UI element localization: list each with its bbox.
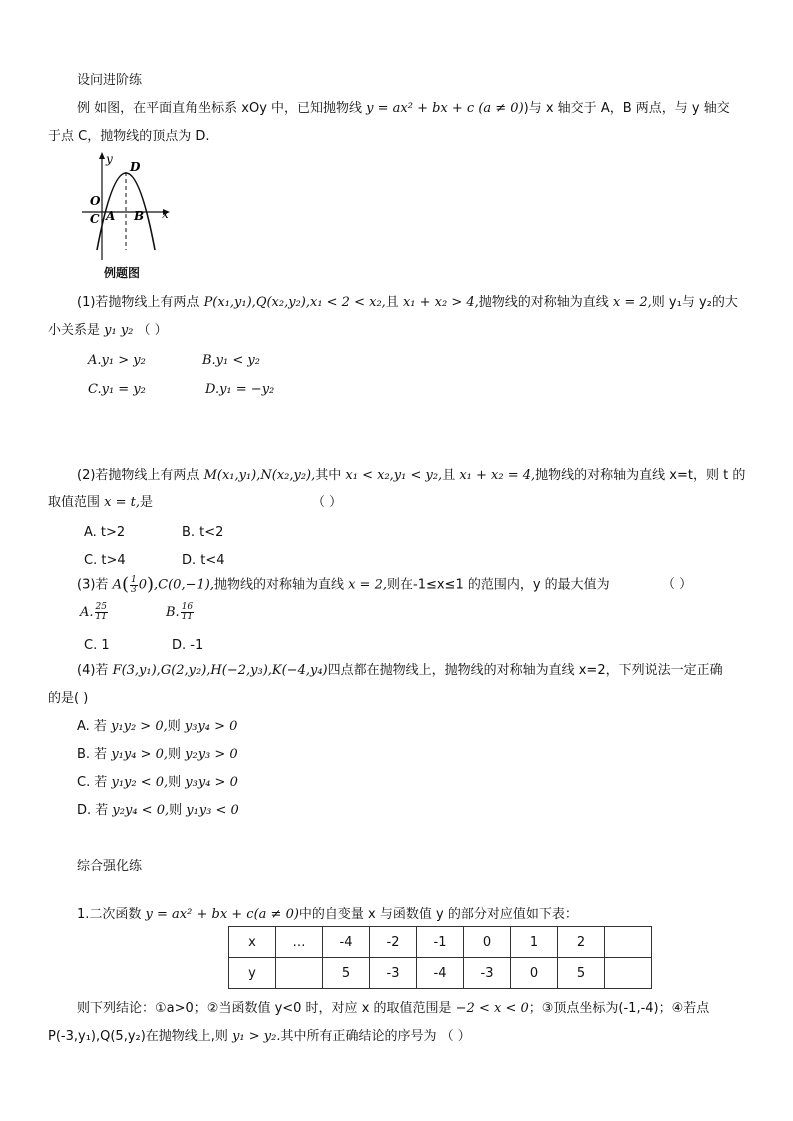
p1-text-a: 1.二次函数 [77, 907, 146, 922]
q1-formula-axis: x = 2, [612, 295, 652, 310]
example-line-2: 于点 C，抛物线的顶点为 D. [48, 129, 210, 144]
p1-formula-quadratic: y = ax² + bx + c(a ≠ 0) [145, 907, 299, 922]
q3-line-1: (3)若 A( $\frac{1}{3}$ 0),C(0,−1),抛物线的对称轴为直线 x = 2,则在-1≤x≤1 的范围内，y 的最大值为 [77, 574, 610, 595]
q1-line-2 [48, 322, 168, 340]
table-cell: 0 [464, 927, 511, 958]
q3-option-b: B. $\frac{16}{11}$ [166, 602, 194, 622]
table-cell [605, 927, 652, 958]
q2-text-a: (2)若抛物线上有两点 [77, 468, 204, 483]
q1-text-d: 则 y₁与 y₂的大 [651, 295, 738, 310]
figure-caption: 例题图 [104, 266, 141, 280]
q1-formula-compare: y₁ y₂ [104, 323, 134, 338]
q1-text-b: 且 [385, 295, 403, 310]
label-A: A [106, 209, 116, 223]
table-cell [605, 958, 652, 989]
q3-answer-paren: （ ） [662, 577, 693, 592]
q2-text-e: 取值范围 [48, 495, 105, 510]
q2-formula-points: M(x₁,y₁),N(x₂,y₂), [203, 468, 316, 483]
q2-line-2 [48, 494, 153, 512]
label-O: O [90, 194, 101, 208]
table-cell: 1 [511, 927, 558, 958]
q3-option-a: A. $\frac{25}{11}$ [80, 602, 107, 622]
q1-option-b: B.y₁ < y₂ [202, 353, 260, 368]
label-D: D [130, 160, 141, 174]
q2-formula-sum: x₁ + x₂ = 4, [459, 468, 536, 483]
p1-text-c: 则下列结论：①a>0；②当函数值 y<0 时，对应 x 的取值范围是 [77, 1001, 456, 1016]
q3-option-a-fraction: $\frac{25}{11}$ [95, 602, 107, 622]
q2-text-f: 是 [140, 495, 154, 510]
label-B: B [134, 209, 145, 223]
p1-line-2 [77, 1000, 709, 1018]
table-cell: 5 [558, 958, 605, 989]
example-figure [78, 150, 188, 260]
q2-option-a: A. t>2 [84, 525, 126, 540]
q2-formula-xt: x = t, [104, 495, 140, 510]
q1-option-d: D.y₁ = −y₂ [205, 382, 275, 397]
q2-text-b: 其中 [315, 468, 346, 483]
p1-formula-range: −2 < x < 0 [455, 1001, 529, 1016]
label-C: C [90, 212, 100, 226]
q3-point-a-y: 0 [138, 577, 147, 593]
q4-text-b: 四点都在抛物线上，抛物线的对称轴为直线 x=2，下列说法一定正确 [327, 663, 723, 678]
q3-text-c: 则在-1≤x≤1 的范围内，y 的最大值为 [387, 577, 610, 593]
q3-formula-axis: x = 2, [348, 577, 387, 593]
table-cell: … [276, 927, 323, 958]
table-cell: -3 [370, 958, 417, 989]
q3-text-a: (3)若 [77, 577, 113, 593]
q4-formula-points: F(3,y₁),G(2,y₂),H(−2,y₃),K(−4,y₄) [112, 663, 328, 678]
q2-text-d: 抛物线的对称轴为直线 x=t，则 t 的 [535, 468, 746, 483]
q1-formula-points: P(x₁,y₁),Q(x₂,y₂),x₁ < 2 < x₂, [203, 295, 386, 310]
q3-point-c: ,C(0,−1), [154, 577, 214, 593]
q1-option-a: A.y₁ > y₂ [88, 353, 146, 368]
q1-text-e: 小关系是 [48, 323, 105, 338]
section-title-practice: 设问进阶练 [77, 73, 143, 88]
example-text-a: 例 如图，在平面直角坐标系 xOy 中，已知抛物线 [77, 101, 367, 116]
table-cell: -3 [464, 958, 511, 989]
q4-line-1 [77, 662, 723, 680]
q4-text-a: (4)若 [77, 663, 113, 678]
q2-line-1 [77, 467, 745, 485]
table-cell: y [229, 958, 276, 989]
parabola-formula: y = ax² + bx + c (a ≠ 0) [366, 101, 524, 116]
q3-point-a-label: A [112, 577, 122, 593]
value-table [228, 926, 652, 989]
q2-option-c: C. t>4 [84, 553, 126, 568]
q4-option-b: B. 若 y₁y₄ > 0,则 y₂y₃ > 0 [77, 747, 238, 762]
q3-option-d: D. -1 [172, 638, 204, 653]
q4-option-a: A. 若 y₁y₂ > 0,则 y₃y₄ > 0 [77, 719, 238, 734]
q3-option-c: C. 1 [84, 638, 110, 653]
p1-text-d: ；③顶点坐标为(-1,-4)；④若点 [528, 1001, 710, 1016]
y-axis-arrow [99, 152, 105, 159]
label-y: y [106, 152, 113, 166]
q1-answer-paren: （ ） [137, 323, 168, 338]
q2-answer-paren: （ ） [312, 495, 343, 510]
q3-text-b: 抛物线的对称轴为直线 [213, 577, 349, 593]
label-x: x [162, 207, 169, 221]
q3-fraction-one-third: $\frac{1}{3}$ [130, 574, 137, 595]
table-cell: x [229, 927, 276, 958]
q4-option-d: D. 若 y₂y₄ < 0,则 y₁y₃ < 0 [77, 803, 239, 818]
p1-text-e: P(-3,y₁),Q(5,y₂)在抛物线上,则 [48, 1029, 233, 1044]
q1-text-a: (1)若抛物线上有两点 [77, 295, 204, 310]
p1-formula-compare: y₁ > y₂. [232, 1029, 281, 1044]
table-row-y [229, 958, 652, 989]
q2-formula-ineq: x₁ < x₂,y₁ < y₂, [345, 468, 443, 483]
p1-text-b: 中的自变量 x 与函数值 y 的部分对应值如下表： [298, 907, 578, 922]
table-cell [276, 958, 323, 989]
p1-line-1 [77, 906, 578, 924]
q1-text-c: 抛物线的对称轴为直线 [478, 295, 613, 310]
table-cell: 5 [323, 958, 370, 989]
example-text-b: )与 x 轴交于 A，B 两点，与 y 轴交 [523, 101, 730, 116]
q2-option-b: B. t<2 [182, 525, 224, 540]
q2-text-c: 且 [442, 468, 460, 483]
q1-line-1 [77, 294, 738, 312]
q4-option-c: C. 若 y₁y₂ < 0,则 y₃y₄ > 0 [77, 775, 238, 790]
q4-line-2: 的是( ) [48, 691, 89, 706]
table-cell: -1 [417, 927, 464, 958]
q1-option-c: C.y₁ = y₂ [88, 382, 146, 397]
table-cell: 2 [558, 927, 605, 958]
table-cell: 0 [511, 958, 558, 989]
q1-formula-sum: x₁ + x₂ > 4, [402, 295, 479, 310]
table-row-x [229, 927, 652, 958]
example-line-1 [77, 100, 730, 118]
table-cell: -4 [323, 927, 370, 958]
q3-option-b-fraction: $\frac{16}{11}$ [181, 602, 194, 622]
p1-line-3 [48, 1028, 471, 1046]
table-cell: -4 [417, 958, 464, 989]
section-title-comprehensive: 综合强化练 [77, 859, 143, 874]
table-cell: -2 [370, 927, 417, 958]
q2-option-d: D. t<4 [182, 553, 225, 568]
p1-text-f: 其中所有正确结论的序号为 （ ） [280, 1029, 471, 1044]
